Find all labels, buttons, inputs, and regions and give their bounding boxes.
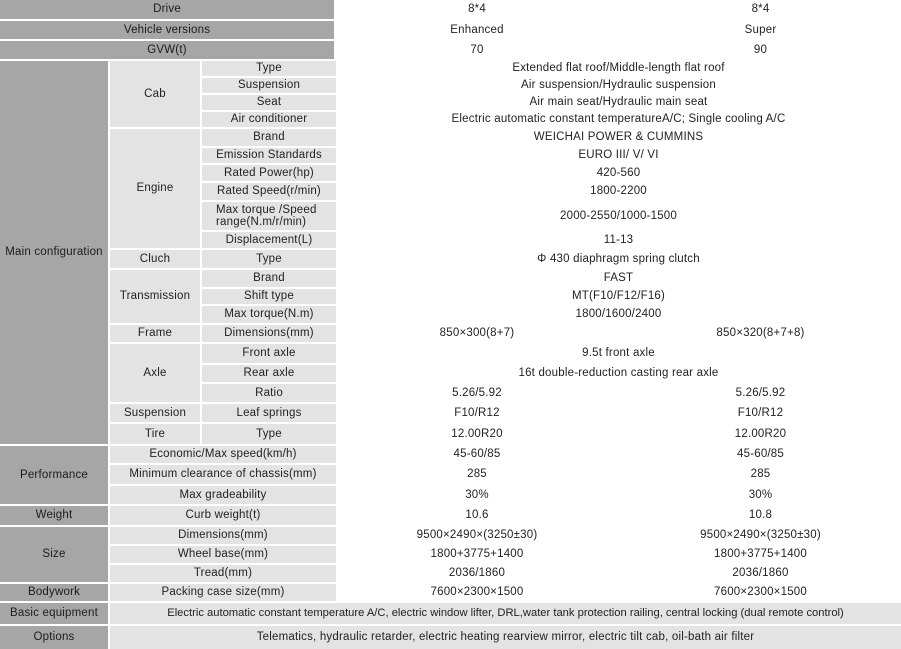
cab-suspension-value: Air suspension/Hydraulic suspension (336, 78, 901, 93)
engine-power-label: Rated Power(hp) (202, 165, 336, 181)
options-value: Telematics, hydraulic retarder, electric heating rearview mirror, electric tilt cab, oil-bath air filter (110, 626, 901, 649)
engine-brand-label: Brand (202, 129, 336, 146)
cab-seat-label: Seat (202, 95, 336, 110)
drive-label: Drive (0, 0, 334, 19)
group-options: Options (0, 626, 108, 649)
engine-speed-value: 1800-2200 (336, 183, 901, 200)
bodywork-packing-enhanced: 7600×2300×1500 (336, 584, 618, 601)
versions-label: Vehicle versions (0, 21, 334, 39)
axle-ratio-super: 5.26/5.92 (620, 384, 901, 402)
suspension-leaf-label: Leaf springs (202, 404, 336, 422)
drive-super: 8*4 (620, 0, 901, 19)
transmission-shift-value: MT(F10/F12/F16) (336, 289, 901, 304)
version-super: Super (620, 21, 901, 39)
gvw-label: GVW(t) (0, 41, 334, 59)
axle-rear-label: Rear axle (202, 365, 336, 382)
weight-curb-label: Curb weight(t) (110, 506, 336, 525)
engine-torque-value: 2000-2550/1000-1500 (336, 202, 901, 230)
group-size: Size (0, 527, 108, 582)
tire-type-super: 12.00R20 (620, 424, 901, 444)
transmission-brand-label: Brand (202, 270, 336, 287)
section-axle: Axle (110, 344, 200, 402)
clutch-type-label: Type (202, 250, 336, 268)
engine-brand-value: WEICHAI POWER & CUMMINS (336, 129, 901, 146)
axle-front-label: Front axle (202, 344, 336, 363)
cab-type-value: Extended flat roof/Middle-length flat roof (336, 61, 901, 76)
weight-curb-enhanced: 10.6 (336, 506, 618, 525)
transmission-torque-value: 1800/1600/2400 (336, 306, 901, 323)
section-cab: Cab (110, 61, 200, 127)
engine-displacement-label: Displacement(L) (202, 232, 336, 248)
size-dimensions-label: Dimensions(mm) (110, 527, 336, 544)
axle-ratio-label: Ratio (202, 384, 336, 402)
version-enhanced: Enhanced (336, 21, 618, 39)
cab-ac-label: Air conditioner (202, 112, 336, 127)
cab-seat-value: Air main seat/Hydraulic main seat (336, 95, 901, 110)
cab-suspension-label: Suspension (202, 78, 336, 93)
transmission-brand-value: FAST (336, 270, 901, 287)
size-wheelbase-super: 1800+3775+1400 (620, 546, 901, 563)
weight-curb-super: 10.8 (620, 506, 901, 525)
tire-type-label: Type (202, 424, 336, 444)
size-dimensions-super: 9500×2490×(3250±30) (620, 527, 901, 544)
engine-power-value: 420-560 (336, 165, 901, 181)
size-tread-enhanced: 2036/1860 (336, 565, 618, 582)
gvw-enhanced: 70 (336, 41, 618, 59)
performance-speed-enhanced: 45-60/85 (336, 446, 618, 463)
group-basic-equipment: Basic equipment (0, 603, 108, 624)
transmission-torque-label: Max torque(N.m) (202, 306, 336, 323)
cab-ac-value: Electric automatic constant temperatureA/C; Single cooling A/C (336, 112, 901, 127)
size-wheelbase-enhanced: 1800+3775+1400 (336, 546, 618, 563)
size-tread-super: 2036/1860 (620, 565, 901, 582)
group-main-configuration: Main configuration (0, 61, 108, 444)
section-suspension: Suspension (110, 404, 200, 422)
suspension-leaf-enhanced: F10/R12 (336, 404, 618, 422)
group-bodywork: Bodywork (0, 584, 108, 601)
performance-speed-label: Economic/Max speed(km/h) (110, 446, 336, 463)
axle-ratio-enhanced: 5.26/5.92 (336, 384, 618, 402)
frame-dimensions-super: 850×320(8+7+8) (620, 325, 901, 342)
bodywork-packing-label: Packing case size(mm) (110, 584, 336, 601)
group-performance: Performance (0, 446, 108, 504)
bodywork-packing-super: 7600×2300×1500 (620, 584, 901, 601)
engine-emission-label: Emission Standards (202, 148, 336, 163)
frame-dimensions-enhanced: 850×300(8+7) (336, 325, 618, 342)
cab-type-label: Type (202, 61, 336, 76)
section-tire: Tire (110, 424, 200, 444)
clutch-type-value: Φ 430 diaphragm spring clutch (336, 250, 901, 268)
performance-gradeability-enhanced: 30% (336, 486, 618, 504)
section-transmission: Transmission (110, 270, 200, 323)
tire-type-enhanced: 12.00R20 (336, 424, 618, 444)
frame-dimensions-label: Dimensions(mm) (202, 325, 336, 342)
size-tread-label: Tread(mm) (110, 565, 336, 582)
suspension-leaf-super: F10/R12 (620, 404, 901, 422)
axle-rear-value: 16t double-reduction casting rear axle (336, 365, 901, 382)
basic-equipment-value: Electric automatic constant temperature A/C, electric window lifter, DRL,water tank protection railing, central locking (dual remote control) (110, 603, 901, 624)
section-frame: Frame (110, 325, 200, 342)
performance-speed-super: 45-60/85 (620, 446, 901, 463)
performance-gradeability-super: 30% (620, 486, 901, 504)
performance-clearance-enhanced: 285 (336, 465, 618, 484)
section-engine: Engine (110, 129, 200, 248)
engine-torque-label: Max torque /Speed range(N.m/r/min) (202, 202, 336, 230)
size-dimensions-enhanced: 9500×2490×(3250±30) (336, 527, 618, 544)
size-wheelbase-label: Wheel base(mm) (110, 546, 336, 563)
engine-speed-label: Rated Speed(r/min) (202, 183, 336, 200)
group-weight: Weight (0, 506, 108, 525)
section-clutch: Cluch (110, 250, 200, 268)
engine-emission-value: EURO III/ V/ VI (336, 148, 901, 163)
transmission-shift-label: Shift type (202, 289, 336, 304)
axle-front-value: 9.5t front axle (336, 344, 901, 363)
drive-enhanced: 8*4 (336, 0, 618, 19)
performance-gradeability-label: Max gradeability (110, 486, 336, 504)
performance-clearance-label: Minimum clearance of chassis(mm) (110, 465, 336, 484)
gvw-super: 90 (620, 41, 901, 59)
performance-clearance-super: 285 (620, 465, 901, 484)
engine-displacement-value: 11-13 (336, 232, 901, 248)
